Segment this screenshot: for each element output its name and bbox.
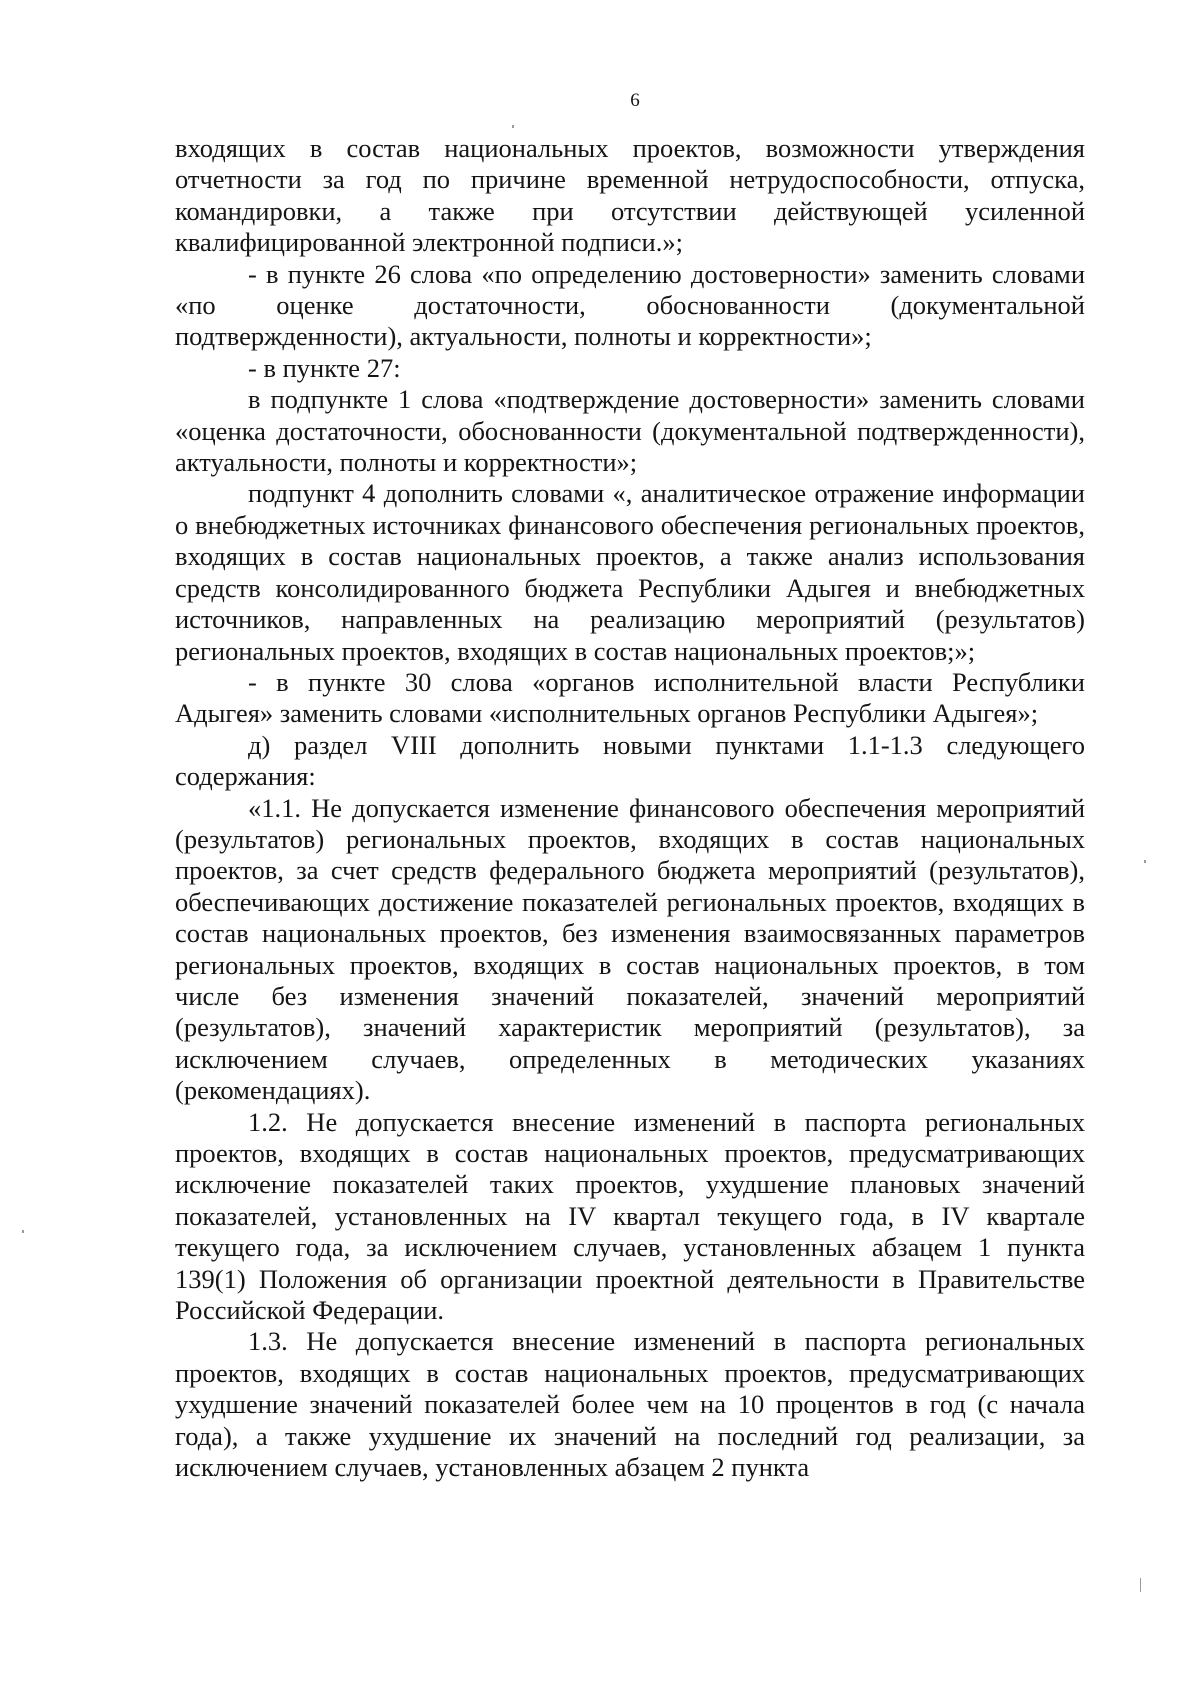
paragraph-item-27: - в пункте 27: xyxy=(248,352,401,383)
scan-speck xyxy=(512,125,514,128)
body-text xyxy=(175,133,1085,1483)
scan-speck xyxy=(1140,1578,1141,1592)
paragraph-1-1: «1.1. Не допускается изменение финансового обеспечения мероприятий (результатов) региональных проектов, входящих в состав национальных проектов, за счет средств федерального бюджета мероприятий (результатов), обеспечивающих достижение показателей региональных проектов, входящих в состав национальных проектов, без изменения взаимосвязанных параметров региональных проектов, входящих в состав национальных проектов, в том числе без изменения значений показателей, значений мероприятий (результатов), значений характеристик мероприятий (результатов), за исключением случаев, определенных в методических указаниях (рекомендациях). xyxy=(175,792,1085,1106)
paragraph-section-viii: д) раздел VIII дополнить новыми пунктами 1.1-1.3 следующего содержания: xyxy=(175,729,1085,792)
paragraph-1-3: 1.3. Не допускается внесение изменений в паспорта региональных проектов, входящих в состав национальных проектов, предусматривающих ухудшение значений показателей более чем на 10 процентов в год (с начала года), а также ухудшение их значений на последний год реализации, за исключением случаев, установленных абзацем 2 пункта xyxy=(175,1326,1085,1483)
paragraph-item-26: - в пункте 26 слова «по определению достоверности» заменить словами «по оценке достаточности, обоснованности (документальной подтвержденности), актуальности, полноты и корректности»; xyxy=(175,258,1085,352)
scan-speck xyxy=(22,1230,24,1233)
paragraph-subitem-1: в подпункте 1 слова «подтверждение достоверности» заменить словами «оценка достаточности, обоснованности (документальной подтвержденности), актуальности, полноты и корректности»; xyxy=(175,384,1085,478)
paragraph-continuation: входящих в состав национальных проектов, возможности утверждения отчетности за год по причине временной нетрудоспособности, отпуска, командировки, а также при отсутствии действующей усиленной квалифицированной электронной подписи.»; xyxy=(175,133,1085,258)
paragraph-1-2: 1.2. Не допускается внесение изменений в паспорта региональных проектов, входящих в состав национальных проектов, предусматривающих исключение показателей таких проектов, ухудшение плановых значений показателей, установленных на IV квартал текущего года, в IV квартале текущего года, за исключением случаев, установленных абзацем 1 пункта 139(1) Положения об организации проектной деятельности в Правительстве Российской Федерации. xyxy=(175,1106,1085,1326)
paragraph-subitem-4: подпункт 4 дополнить словами «, аналитическое отражение информации о внебюджетных источниках финансового обеспечения региональных проектов, входящих в состав национальных проектов, а также анализ использования средств консолидированного бюджета Республики Адыгея и внебюджетных источников, направленных на реализацию мероприятий (результатов) региональных проектов, входящих в состав национальных проектов;»; xyxy=(175,478,1085,666)
page-number: 6 xyxy=(630,90,640,111)
scan-speck xyxy=(1144,860,1146,863)
paragraph-item-30: - в пункте 30 слова «органов исполнительной власти Республики Адыгея» заменить словами «исполнительных органов Республики Адыгея»; xyxy=(175,666,1085,729)
